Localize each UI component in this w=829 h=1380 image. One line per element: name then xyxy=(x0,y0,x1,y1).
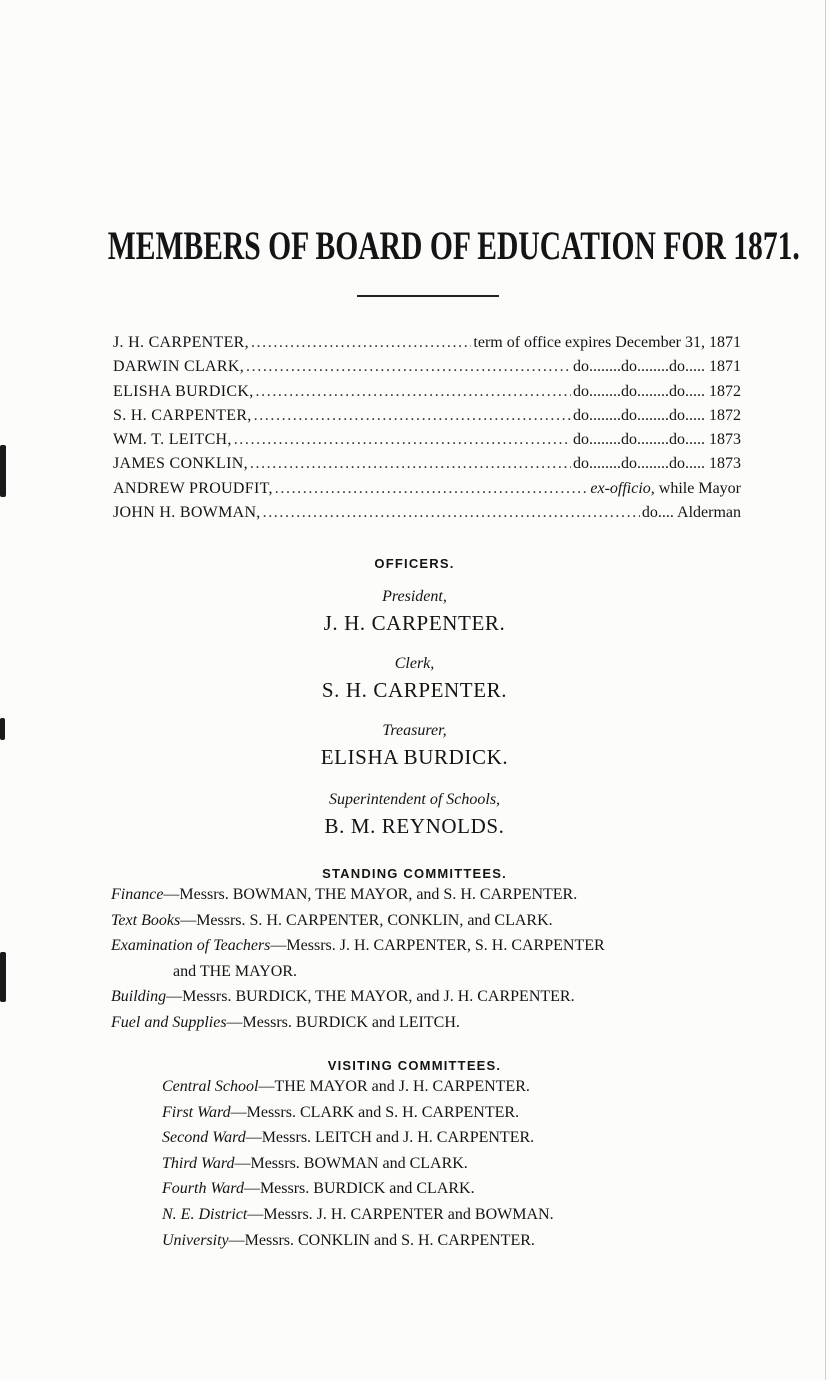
leader-dots xyxy=(254,407,571,425)
member-row xyxy=(113,383,741,407)
member-term: do........do........do..... 1873 xyxy=(573,431,741,449)
committee-line xyxy=(111,988,741,1014)
committee-members: —Messrs. BOWMAN and CLARK. xyxy=(234,1154,468,1172)
member-row xyxy=(113,455,741,479)
ex-officio-note: ex-officio, xyxy=(590,479,655,497)
member-term xyxy=(590,480,741,498)
member-row xyxy=(113,504,741,528)
committee-members: —Messrs. CLARK and S. H. CARPENTER. xyxy=(230,1103,520,1121)
member-name: ELISHA BURDICK, xyxy=(113,382,254,400)
officers-heading: OFFICERS. xyxy=(374,556,455,571)
committee-line xyxy=(111,912,741,938)
committee-members: —Messrs. BOWMAN, THE MAYOR, and S. H. CARPENTER. xyxy=(163,886,578,903)
member-term: term of office expires December 31, 1871 xyxy=(473,334,741,351)
member-name: DARWIN CLARK, xyxy=(113,358,245,376)
binding-mark xyxy=(0,952,6,1002)
page-title: MEMBERS OF BOARD OF EDUCATION FOR 1871. xyxy=(107,223,800,268)
member-term: do........do........do..... 1873 xyxy=(573,455,741,473)
officer-role: Clerk, xyxy=(394,655,435,672)
title-rule xyxy=(357,295,499,297)
committee-line xyxy=(111,1014,741,1040)
committee-line xyxy=(162,1206,742,1232)
committee-line xyxy=(111,886,741,912)
member-row xyxy=(113,407,741,431)
committee-members: —Messrs. BURDICK, THE MAYOR, and J. H. CARPENTER. xyxy=(166,988,575,1006)
officer-name: J. H. CARPENTER. xyxy=(323,611,506,635)
committee-line xyxy=(162,1078,742,1104)
officer-role: President, xyxy=(382,588,447,605)
leader-dots xyxy=(250,455,571,473)
committee-members: —Messrs. BURDICK and LEITCH. xyxy=(226,1013,460,1031)
officer-role: Treasurer, xyxy=(382,722,447,739)
leader-dots xyxy=(275,480,589,498)
committee-name: Text Books xyxy=(111,911,181,929)
committee-line xyxy=(162,1129,742,1155)
member-row xyxy=(113,358,741,382)
committee-members: and THE MAYOR. xyxy=(173,962,298,980)
visiting-committees-list xyxy=(162,1078,742,1257)
committee-line xyxy=(162,1104,742,1130)
committee-name: Central School xyxy=(162,1078,259,1095)
committee-name: N. E. District xyxy=(162,1205,248,1223)
member-term: do.... Alderman xyxy=(641,504,741,522)
committee-members: —Messrs. LEITCH and J. H. CARPENTER. xyxy=(245,1129,535,1147)
member-name: WM. T. LEITCH, xyxy=(113,431,232,449)
officer-name: B. M. REYNOLDS. xyxy=(324,814,505,838)
member-name: JOHN H. BOWMAN, xyxy=(113,504,261,522)
committee-members: —Messrs. J. H. CARPENTER and BOWMAN. xyxy=(247,1205,554,1223)
member-term-text: while Mayor xyxy=(654,479,741,497)
committee-members: —Messrs. BURDICK and CLARK. xyxy=(243,1180,475,1198)
visiting-committees-heading: VISITING COMMITTEES. xyxy=(327,1058,502,1073)
officer-role: Superintendent of Schools, xyxy=(328,791,501,808)
committee-name: Examination of Teachers xyxy=(111,937,271,955)
committee-members: —Messrs. S. H. CARPENTER, CONKLIN, and CLARK. xyxy=(180,911,553,929)
member-term: do........do........do..... 1871 xyxy=(573,358,741,376)
member-name: J. H. CARPENTER, xyxy=(113,334,249,351)
member-term: do........do........do..... 1872 xyxy=(573,382,741,400)
committee-line xyxy=(162,1155,742,1181)
committee-name: Fuel and Supplies xyxy=(111,1013,227,1031)
committee-members: —Messrs. CONKLIN and S. H. CARPENTER. xyxy=(228,1231,535,1249)
leader-dots xyxy=(256,383,571,401)
leader-dots xyxy=(234,431,571,449)
member-row xyxy=(113,334,741,358)
committee-name: University xyxy=(162,1231,229,1249)
committee-members: —THE MAYOR and J. H. CARPENTER. xyxy=(258,1078,530,1095)
committee-line xyxy=(111,937,741,963)
committee-name: Finance xyxy=(111,886,164,903)
standing-committees-heading: STANDING COMMITTEES. xyxy=(322,866,507,881)
member-row xyxy=(113,431,741,455)
committee-name: First Ward xyxy=(162,1103,231,1121)
committee-line-continued xyxy=(111,963,741,989)
leader-dots xyxy=(251,334,471,352)
member-name: ANDREW PROUDFIT, xyxy=(113,479,273,497)
leader-dots xyxy=(263,504,640,522)
committee-members: —Messrs. J. H. CARPENTER, S. H. CARPENTER xyxy=(270,937,605,955)
committee-name: Third Ward xyxy=(162,1154,235,1172)
member-name: S. H. CARPENTER, xyxy=(113,406,252,424)
leader-dots xyxy=(246,358,571,376)
committee-line xyxy=(162,1180,742,1206)
members-list xyxy=(113,334,741,528)
committee-line xyxy=(162,1232,742,1258)
standing-committees-list xyxy=(111,886,741,1040)
officer-name: ELISHA BURDICK. xyxy=(320,745,509,769)
committee-name: Building xyxy=(111,988,167,1006)
member-term: do........do........do..... 1872 xyxy=(573,406,741,424)
committee-name: Second Ward xyxy=(162,1129,246,1147)
member-name: JAMES CONKLIN, xyxy=(113,455,248,473)
member-row xyxy=(113,480,741,504)
committee-name: Fourth Ward xyxy=(162,1180,244,1198)
officer-name: S. H. CARPENTER. xyxy=(321,678,508,702)
binding-mark xyxy=(0,445,6,497)
